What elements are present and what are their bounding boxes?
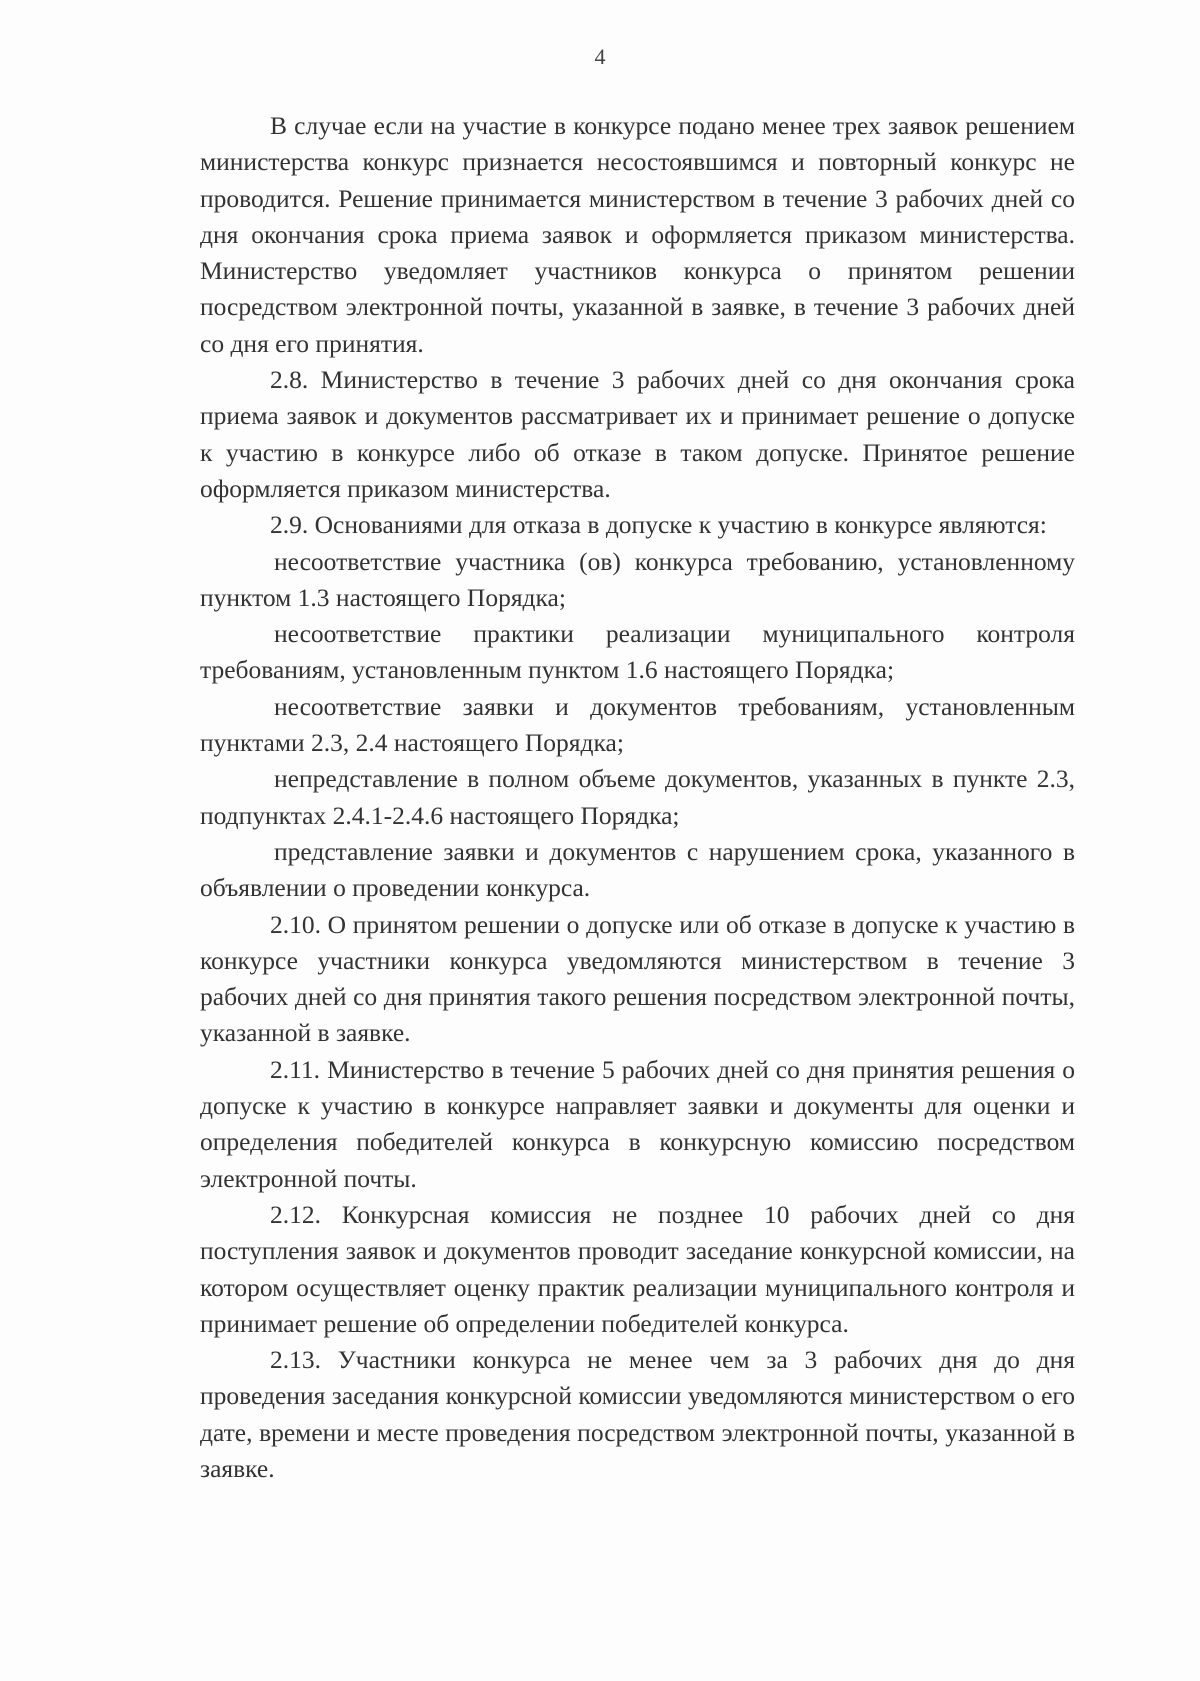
list-item-refusal-reason: несоответствие практики реализации муниципального контроля требованиям, установленным пунктом 1.6 настоящего Порядка; (200, 619, 1075, 685)
paragraph-2-13: 2.13. Участники конкурса не менее чем за 3 рабочих дня до дня проведения заседания конкурсной комиссии уведомляются министерством о его дате, времени и месте проведения посредством электронной почты, указанной в заявке. (200, 1345, 1075, 1483)
paragraph-2-11: 2.11. Министерство в течение 5 рабочих дней со дня принятия решения о допуске к участию в конкурсе направляет заявки и документы для оценки и определения победителей конкурса в конкурсную комиссию посредством электронной почты. (200, 1054, 1075, 1193)
list-item-refusal-reason: несоответствие заявки и документов требованиям, установленным пунктами 2.3, 2.4 настоящего Порядка; (200, 691, 1075, 758)
paragraph-2-9: 2.9. Основаниями для отказа в допуске к участию в конкурсе являются: (270, 510, 1047, 540)
paragraph-2-12: 2.12. Конкурсная комиссия не позднее 10 рабочих дней со дня поступления заявок и документов проводит заседание конкурсной комиссии, на котором осуществляет оценку практик реализации муниципального контроля и принимает решение об определении победителей конкурса. (200, 1199, 1075, 1338)
paragraph-failed-contest: В случае если на участие в конкурсе подано менее трех заявок решением министерства конкурс признается несостоявшимся и повторный конкурс не проводится. Решение принимается министерством в течение 3 рабочих дней со дня окончания срока приема заявок и оформляется приказом министерства. Министерство уведомляет участников конкурса о принятом решении посредством электронной почты, указанной в заявке, в течение 3 рабочих дней со дня его принятия. (200, 111, 1075, 358)
list-item-refusal-reason: представление заявки и документов с нарушением срока, указанного в объявлении о проведении конкурса. (200, 836, 1075, 903)
list-item-refusal-reason: несоответствие участника (ов) конкурса требованию, установленному пунктом 1.3 настоящего Порядка; (200, 546, 1075, 612)
page-number: 4 (594, 44, 606, 69)
paragraph-2-8: 2.8. Министерство в течение 3 рабочих дней со дня окончания срока приема заявок и документов рассматривает их и принимает решение о допуске к участию в конкурсе либо об отказе в таком допуске. Принятое решение оформляется приказом министерства. (200, 365, 1075, 503)
list-item-refusal-reason: непредставление в полном объеме документов, указанных в пункте 2.3, подпунктах 2.4.1-2.4.6 настоящего Порядка; (200, 764, 1075, 830)
paragraph-2-10: 2.10. О принятом решении о допуске или об отказе в допуске к участию в конкурсе участники конкурса уведомляются министерством в течение 3 рабочих дней со дня принятия такого решения посредством электронной почты, указанной в заявке. (200, 909, 1075, 1048)
document-body (200, 108, 1075, 1487)
